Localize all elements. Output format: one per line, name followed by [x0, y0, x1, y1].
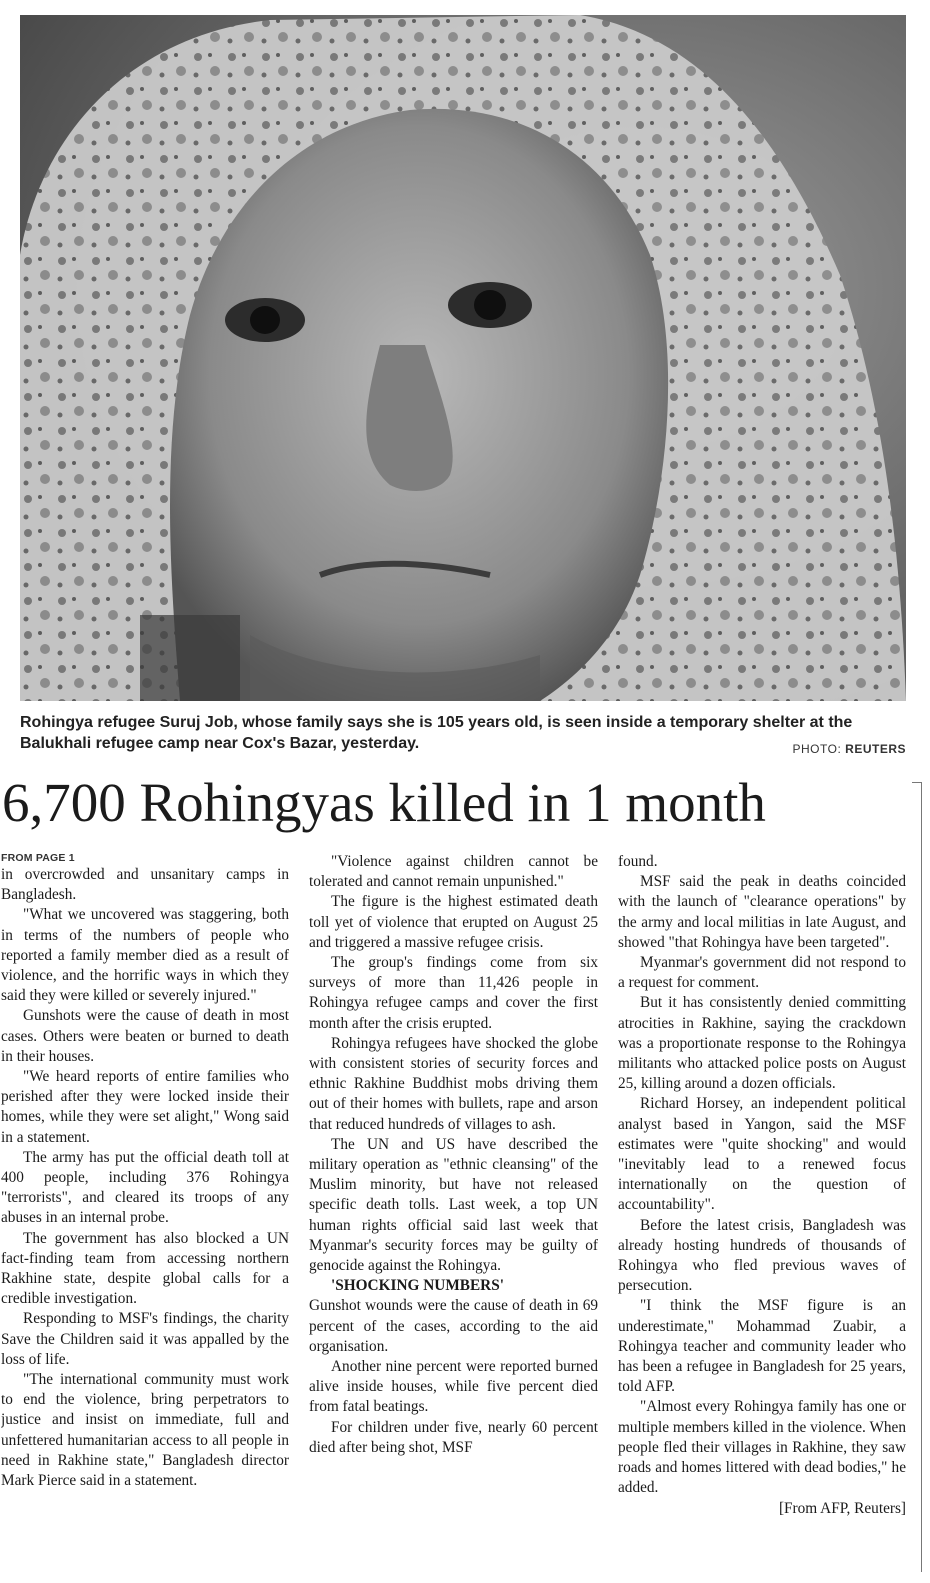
paragraph: Responding to MSF's findings, the charity Save the Children said it was appalled by the loss of life. [1, 1310, 289, 1368]
article-headline: 6,700 Rohingyas killed in 1 month [2, 772, 766, 833]
paragraph: But it has consistently denied committing atrocities in Rakhine, saying the crackdown was a proportionate response to the Rohingya militants who attacked police posts on August 25, killing around a dozen officials. [618, 994, 906, 1093]
paragraph: MSF said the peak in deaths coincided with the launch of "clearance operations" by the army and local militias in late August, and showed "that Rohingya have been targeted". [618, 873, 906, 951]
paragraph: Before the latest crisis, Bangladesh was already hosting hundreds of thousands of Rohingya who fled previous waves of persecution. [618, 1216, 906, 1295]
refugee-portrait-image [20, 15, 906, 701]
paragraph: found. [618, 853, 658, 870]
paragraph: "We heard reports of entire families who perished after they were locked inside their homes, while they were set alight," Wong said in a statement. [1, 1068, 289, 1146]
paragraph: The army has put the official death toll at 400 people, including 376 Rohingya "terrorists", and cleared its troops of any abuses in an internal probe. [1, 1148, 289, 1227]
paragraph: The figure is the highest estimated death toll yet of violence that erupted on August 25 and triggered a massive refugee crisis. [309, 893, 598, 951]
paragraph: "I think the MSF figure is an underestimate," Mohammad Zuabir, a Rohingya teacher and community leader who has been a refugee in Bangladesh for 25 years, told AFP. [618, 1297, 906, 1396]
column-rule [921, 782, 922, 1572]
article-column-3 [618, 852, 906, 1577]
paragraph: Myanmar's government did not respond to a request for comment. [618, 954, 906, 992]
paragraph: Gunshot wounds were the cause of death in 69 percent of the cases, according to the aid organisation. [309, 1297, 598, 1355]
paragraph: Gunshots were the cause of death in most cases. Others were beaten or burned to death in their houses. [1, 1007, 289, 1065]
paragraph: For children under five, nearly 60 percent died after being shot, MSF [309, 1418, 598, 1456]
paragraph: Richard Horsey, an independent political analyst based in Yangon, said the MSF estimates were "quite shocking" and would "inevitably lead to a renewed focus internationally on the question of accountability". [618, 1095, 906, 1214]
paragraph: The government has also blocked a UN fact-finding team from accessing northern Rakhine state, despite global calls for a credible investigation. [1, 1229, 289, 1308]
continuation-kicker: FROM PAGE 1 [1, 852, 75, 864]
paragraph: Rohingya refugees have shocked the globe with consistent stories of security forces and ethnic Rakhine Buddhist mobs driving them out of their homes with bullets, rape and arson that reduced hundreds of villages to ash. [309, 1034, 598, 1133]
section-subhead: 'SHOCKING NUMBERS' [331, 1277, 504, 1295]
news-photo [20, 15, 906, 701]
paragraph: "What we uncovered was staggering, both in terms of the numbers of people who reported a family member died as a result of violence, and the horrific ways in which they said they were killed or severely injured." [1, 906, 289, 1005]
photo-credit-source: REUTERS [845, 742, 906, 756]
paragraph: Another nine percent were reported burned alive inside houses, while five percent died from fatal beatings. [309, 1358, 598, 1416]
paragraph: in overcrowded and unsanitary camps in Bangladesh. [1, 866, 289, 904]
paragraph: "The international community must work to end the violence, bring perpetrators to justice and insist on immediate, full and unfettered humanitarian access to all people in need in Rakhine state," Bangladesh director Mark Pierce said in a statement. [1, 1371, 289, 1490]
paragraph: The UN and US have described the military operation as "ethnic cleansing" of the Muslim minority, but have not released specific death tolls. Last week, a top UN human rights official said last week that Myanmar's security forces may be guilty of genocide against the Rohingya. [309, 1135, 598, 1275]
paragraph: The group's findings come from six surveys of more than 11,426 people in Rohingya refugee camps and cover the first month after the crisis erupted. [309, 954, 598, 1032]
article-signoff: [From AFP, Reuters] [778, 1499, 906, 1517]
photo-credit-label: PHOTO: [792, 742, 842, 756]
paragraph: "Violence against children cannot be tolerated and cannot remain unpunished." [309, 853, 598, 891]
photo-caption: Rohingya refugee Suruj Job, whose family says she is 105 years old, is seen inside a temporary shelter at the Balukhali refugee camp near Cox's Bazar, yesterday. [20, 714, 853, 752]
photo-credit [793, 742, 906, 756]
article-column-2 [309, 852, 598, 1577]
article-column-1 [1, 852, 289, 1577]
paragraph: "Almost every Rohingya family has one or multiple members killed in the violence. When people fled their villages in Rakhine, they saw roads and homes littered with dead bodies," he added. [618, 1398, 906, 1497]
